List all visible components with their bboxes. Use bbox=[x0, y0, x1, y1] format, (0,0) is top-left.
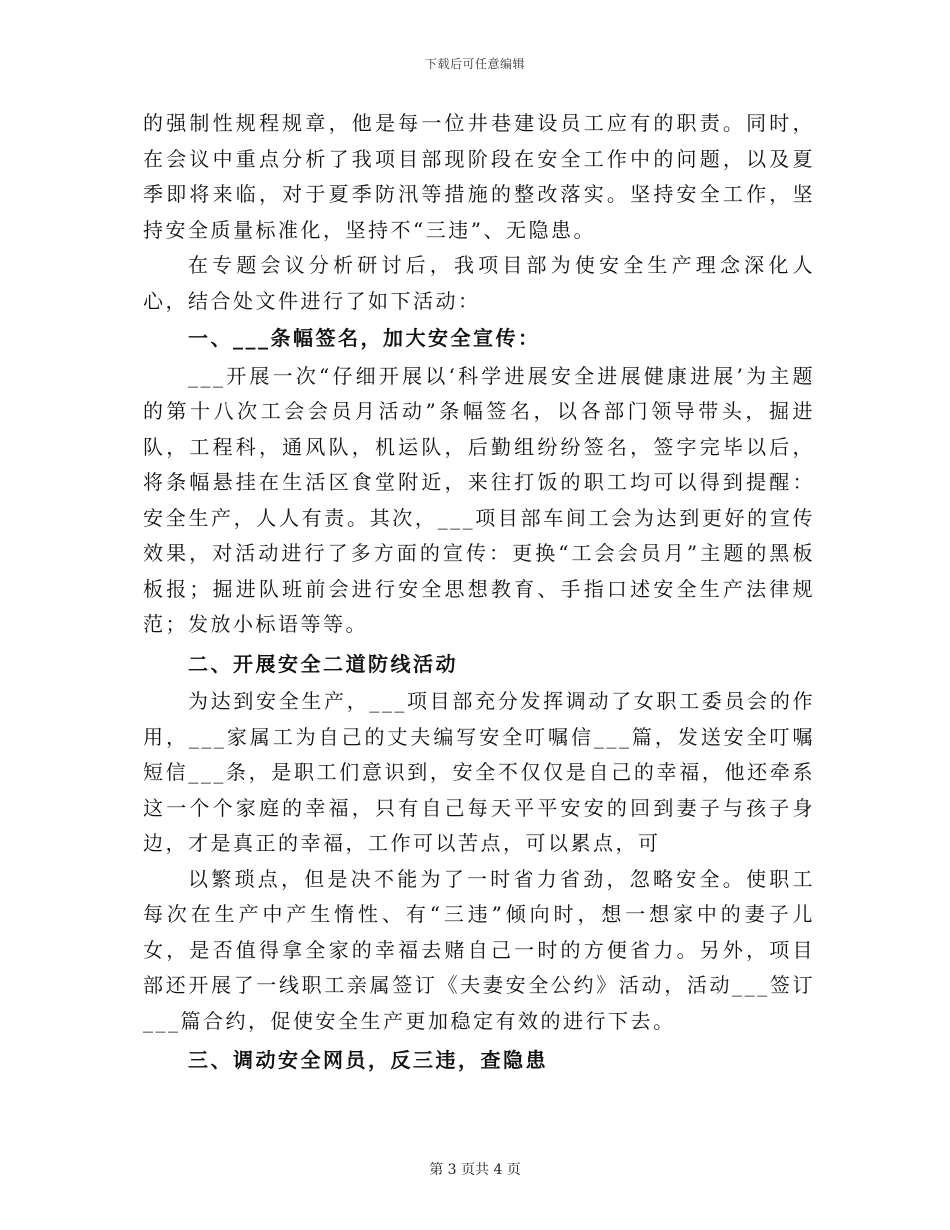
paragraph-intro: 在专题会议分析研讨后，我项目部为使安全生产理念深化人心，结合处文件进行了如下活动： bbox=[143, 253, 815, 313]
page-footer: 第 3 页共 4 页 bbox=[429, 1162, 521, 1178]
section-heading-2: 二、开展安全二道防线活动 bbox=[188, 651, 458, 676]
paragraph-continuation: 的强制性规程规章，他是每一位井巷建设员工应有的职责。同时，在会议中重点分析了我项目部现阶段在安全工作中的问题，以及夏季即将来临，对于夏季防汛等措施的整改落实。坚持安全工作，坚持安全质量标准化，坚持不“三违”、无隐患。 bbox=[143, 111, 815, 242]
section-heading-3: 三、调动安全网员，反三违，查隐患 bbox=[188, 1048, 548, 1072]
section-heading-1: 一、___条幅签名，加大安全宣传： bbox=[188, 326, 541, 350]
document-body bbox=[143, 106, 815, 1079]
paragraph-defense-line-cont: 以繁琐点，但是决不能为了一时省力省劲，忽略安全。使职工每次在生产中产生惰性、有“三违”倾向时，想一想家中的妻子儿女，是否值得拿全家的幸福去赌自己一时的方便省力。另外，项目部还开展了一线职工亲属签订《夫妻安全公约》活动，活动___签订___篇合约，促使安全生产更加稳定有效的进行下去。 bbox=[143, 866, 815, 1033]
paragraph-banner-signing: ___开展一次“仔细开展以‘科学进展安全进展健康进展’为主题的第十八次工会会员月活动”条幅签名，以各部门领导带头，掘进队，工程科，通风队，机运队，后勤组纷纷签名，签字完毕以后，将条幅悬挂在生活区食堂附近，来往打饭的职工均可以得到提醒：安全生产，人人有责。其次，___项目部车间工会为达到更好的宣传效果，对活动进行了多方面的宣传：更换“工会会员月”主题的黑板板报；掘进队班前会进行安全思想教育、手指口述安全生产法律规范；发放小标语等等。 bbox=[143, 363, 815, 636]
paragraph-defense-line: 为达到安全生产，___项目部充分发挥调动了女职工委员会的作用，___家属工为自己的丈夫编写安全叮嘱信___篇，发送安全叮嘱短信___条，是职工们意识到，安全不仅仅是自己的幸福，他还牵系这一个个家庭的幸福，只有自己每天平平安安的回到妻子与孩子身边，才是真正的幸福，工作可以苦点，可以累点，可 bbox=[143, 689, 815, 855]
page-header: 下载后可任意编辑 bbox=[424, 57, 525, 71]
